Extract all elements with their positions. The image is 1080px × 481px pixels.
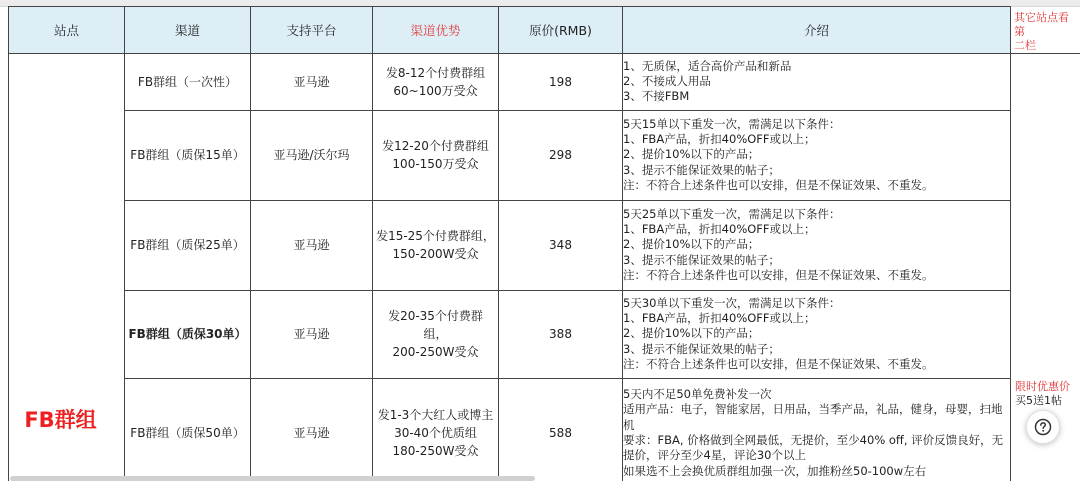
advantage-cell[interactable] (373, 53, 499, 110)
intro-line: 2、提价10%以下的产品； (623, 326, 760, 341)
intro-line: 1、FBA产品，折扣40%OFF或以上； (623, 132, 816, 147)
header-platform[interactable]: 支持平台 (251, 7, 373, 54)
intro-cell[interactable] (623, 53, 1011, 110)
header-advantage[interactable]: 渠道优势 (373, 7, 499, 54)
table-row (9, 53, 1080, 110)
intro-line: 如果选不上会换优质群组加强一次，加推粉丝50-100w左右 (623, 463, 927, 478)
intro-line: 1、FBA产品，折扣40%OFF或以上； (623, 311, 816, 326)
advantage-line: 200-250W受众 (392, 345, 479, 359)
advantage-line: 发12-20个付费群组 (382, 139, 489, 153)
intro-line: 5天30单以下重发一次，需满足以下条件： (623, 295, 841, 310)
price-cell[interactable]: 198 (499, 53, 623, 110)
advantage-line: 发8-12个付费群组 (385, 65, 486, 80)
advantage-cell[interactable] (373, 378, 499, 481)
advantage-line: 30-40个优质组 (394, 426, 477, 440)
promo-note (1015, 380, 1077, 408)
channel-cell[interactable]: FB群组（质保50单） (125, 378, 251, 481)
intro-line: 2、提价10%以下的产品； (623, 237, 760, 252)
table-row (9, 110, 1080, 200)
help-button[interactable] (1026, 410, 1060, 444)
intro-line: 1、FBA产品，折扣40%OFF或以上； (623, 222, 816, 237)
side-note-line-2: 二栏 (1014, 38, 1036, 52)
site-cell[interactable] (9, 53, 125, 481)
platform-cell[interactable]: 亚马逊 (251, 200, 373, 290)
channel-cell[interactable]: FB群组（质保25单） (125, 200, 251, 290)
intro-line: 3、不接FBM (623, 89, 690, 104)
intro-line: 注：不符合上述条件也可以安排，但是不保证效果、不重发。 (623, 177, 934, 192)
header-row (9, 7, 1080, 54)
advantage-line: 150-200W受众 (392, 247, 479, 261)
header-intro[interactable]: 介绍 (623, 7, 1011, 54)
platform-cell[interactable]: 亚马逊 (251, 53, 373, 110)
price-cell[interactable]: 298 (499, 110, 623, 200)
advantage-line: 发20-35个付费群 (388, 309, 483, 323)
pricing-table (8, 6, 1080, 481)
advantage-cell[interactable] (373, 290, 499, 378)
advantage-line: 组， (423, 327, 448, 341)
channel-cell[interactable]: FB群组（质保15单） (125, 110, 251, 200)
header-channel[interactable]: 渠道 (125, 7, 251, 54)
table-row (9, 200, 1080, 290)
header-price[interactable]: 原价(RMB) (499, 7, 623, 54)
channel-cell[interactable]: FB群组（质保30单） (125, 290, 251, 378)
intro-line: 5天内不足50单免费补发一次 (623, 387, 772, 402)
side-note-cell[interactable] (1011, 7, 1080, 54)
horizontal-scrollbar[interactable] (10, 476, 535, 481)
platform-cell[interactable]: 亚马逊 (251, 378, 373, 481)
intro-line: 注：不符合上述条件也可以安排，但是不保证效果、不重发。 (623, 267, 934, 282)
site-label: FB群组 (24, 407, 97, 432)
intro-line: 2、提价10%以下的产品； (623, 147, 760, 162)
channel-cell[interactable]: FB群组（一次性） (125, 53, 251, 110)
question-circle-icon (1034, 418, 1052, 436)
price-cell[interactable]: 348 (499, 200, 623, 290)
intro-line: 要求：FBA, 价格做到全网最低，无提价，至少40% off, 评价反馈良好，无提价，评分至少4星，评论30个以上 (623, 433, 1004, 463)
intro-line: 适用产品：电子，智能家居，日用品，当季产品，礼品，健身，母婴，扫地机 (623, 402, 1003, 432)
advantage-line: 180-250W受众 (392, 444, 479, 458)
intro-line: 3、提示不能保证效果的帖子； (623, 252, 780, 267)
table-row (9, 378, 1080, 481)
price-cell[interactable]: 388 (499, 290, 623, 378)
side-note-line-1: 其它站点看第 (1014, 10, 1069, 38)
promo-line-1: 限时优惠价 (1015, 379, 1070, 393)
platform-cell[interactable]: 亚马逊 (251, 290, 373, 378)
intro-line: 1、无质保，适合高价产品和新品 (623, 58, 792, 73)
advantage-cell[interactable] (373, 200, 499, 290)
header-site[interactable]: 站点 (9, 7, 125, 54)
intro-line: 5天15单以下重发一次，需满足以下条件： (623, 116, 841, 131)
intro-line: 3、提示不能保证效果的帖子； (623, 162, 780, 177)
advantage-line: 100-150万受众 (392, 157, 479, 171)
intro-line: 5天25单以下重发一次，需满足以下条件： (623, 206, 841, 221)
table-row (9, 290, 1080, 378)
advantage-line: 发1-3个大红人或博主 (377, 408, 494, 422)
advantage-cell[interactable] (373, 110, 499, 200)
promo-line-2: 买5送1帖 (1015, 393, 1062, 407)
price-cell[interactable]: 588 (499, 378, 623, 481)
intro-cell[interactable] (623, 290, 1011, 378)
platform-cell[interactable]: 亚马逊/沃尔玛 (251, 110, 373, 200)
advantage-line: 发15-25个付费群组， (376, 229, 495, 243)
intro-line: 3、提示不能保证效果的帖子； (623, 341, 780, 356)
intro-cell[interactable] (623, 110, 1011, 200)
intro-line: 注：不符合上述条件也可以安排，但是不保证效果、不重发。 (623, 356, 934, 371)
intro-cell[interactable] (623, 200, 1011, 290)
intro-cell[interactable] (623, 378, 1011, 481)
intro-line: 2、不接成人用品 (623, 73, 711, 88)
advantage-line: 60~100万受众 (393, 83, 478, 98)
